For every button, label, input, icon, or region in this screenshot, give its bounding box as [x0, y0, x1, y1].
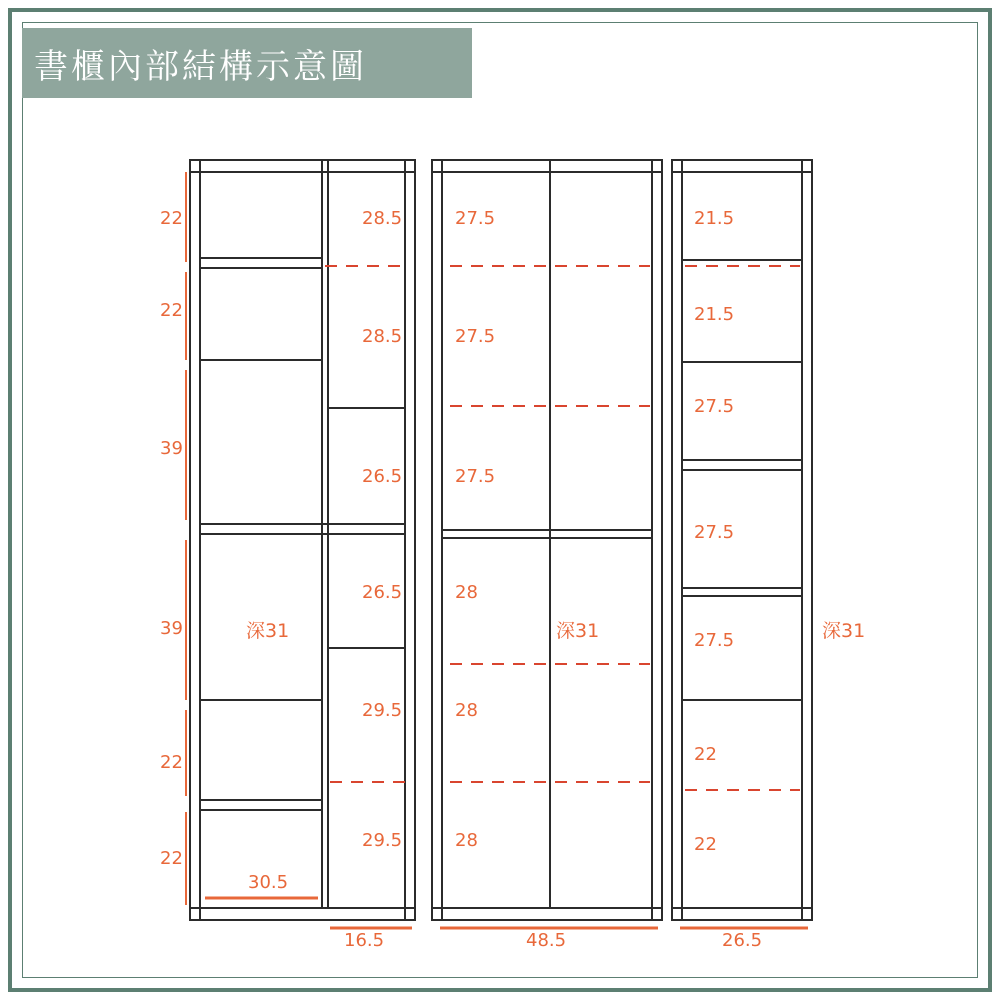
right-depth-label: 深31: [822, 620, 866, 642]
right-inner-height-1: 21.5: [694, 208, 735, 229]
right-inner-height-3: 27.5: [694, 396, 735, 417]
mid-inner-height-6: 28: [455, 830, 478, 851]
left-col-height-4: 39: [160, 618, 183, 639]
mid-inner-height-3: 27.5: [455, 466, 496, 487]
left-inner-height-2: 28.5: [362, 326, 403, 347]
right-inner-height-7: 22: [694, 834, 717, 855]
left-col-height-5: 22: [160, 752, 183, 773]
mid-depth-label: 深31: [556, 620, 600, 642]
left-inner-height-3: 26.5: [362, 466, 403, 487]
left-col-height-6: 22: [160, 848, 183, 869]
mid-inner-height-5: 28: [455, 700, 478, 721]
right-inner-height-6: 22: [694, 744, 717, 765]
left-inner-height-4: 26.5: [362, 582, 403, 603]
right-inner-height-2: 21.5: [694, 304, 735, 325]
right-width-label: 26.5: [722, 930, 763, 951]
mid-inner-height-1: 27.5: [455, 208, 496, 229]
left-bottom-inner-width: 30.5: [248, 872, 289, 893]
left-inner-height-1: 28.5: [362, 208, 403, 229]
right-inner-height-4: 27.5: [694, 522, 735, 543]
page-title: 書櫃內部結構示意圖: [34, 46, 367, 87]
right-inner-height-5: 27.5: [694, 630, 735, 651]
left-inner-height-5: 29.5: [362, 700, 403, 721]
left-col-height-2: 22: [160, 300, 183, 321]
mid-inner-height-4: 28: [455, 582, 478, 603]
left-width-label: 16.5: [344, 930, 385, 951]
left-col-height-1: 22: [160, 208, 183, 229]
left-col-height-3: 39: [160, 438, 183, 459]
mid-inner-height-2: 27.5: [455, 326, 496, 347]
left-depth-label: 深31: [246, 620, 290, 642]
mid-width-label: 48.5: [526, 930, 567, 951]
left-inner-height-6: 29.5: [362, 830, 403, 851]
